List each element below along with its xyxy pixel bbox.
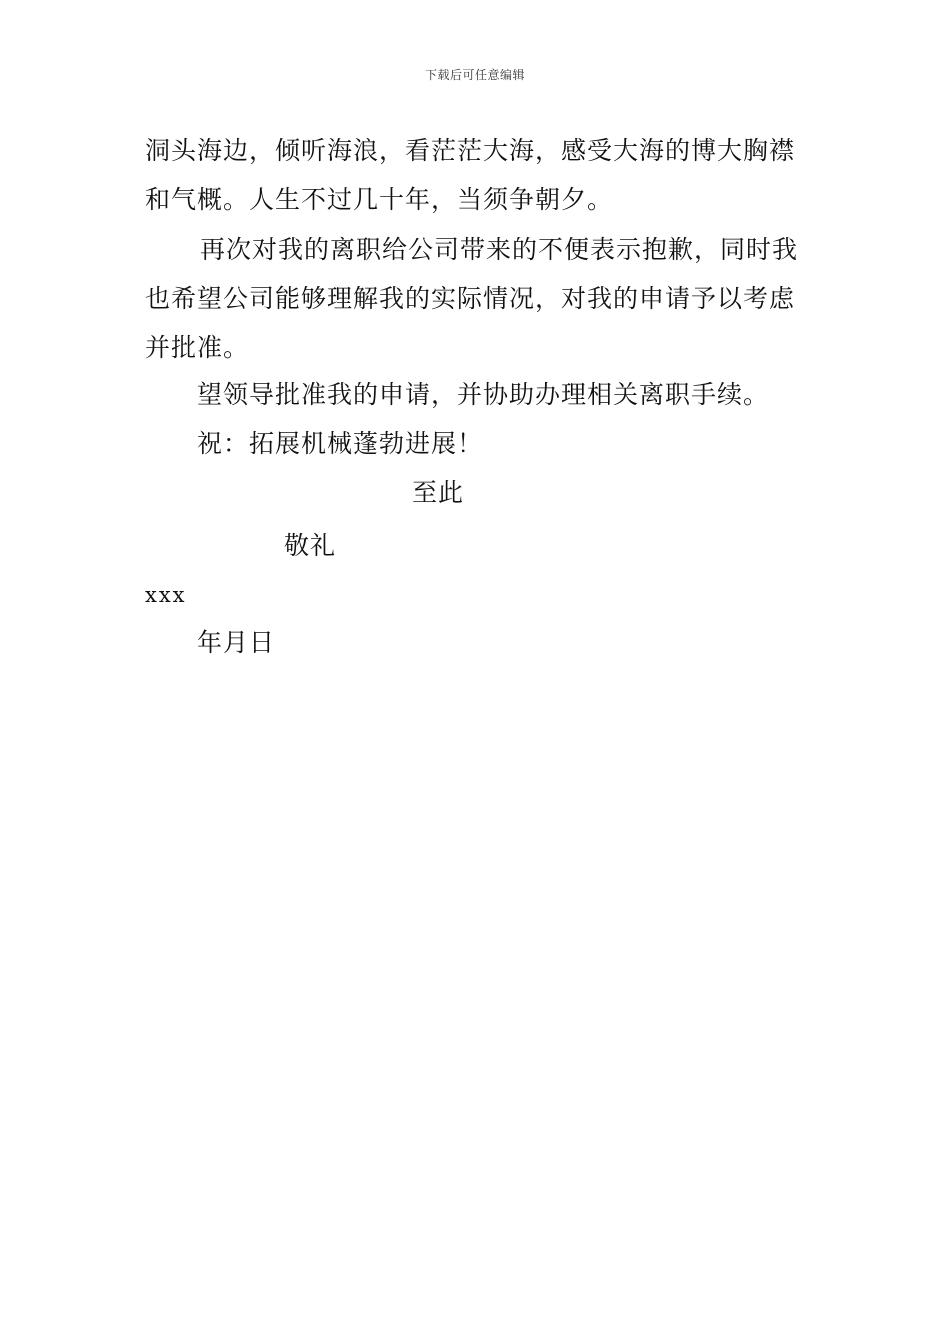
letter-wishes: 祝：拓展机械蓬勃进展！ bbox=[197, 429, 484, 458]
signature: xxx bbox=[145, 583, 187, 607]
letter-paragraph-3: 望领导批准我的申请，并协助办理相关离职手续。 bbox=[197, 380, 770, 409]
closing-line-2: 敬礼 bbox=[284, 531, 337, 560]
closing-line-1: 至此 bbox=[412, 478, 465, 507]
letter-paragraph-1: 洞头海边，倾听海浪，看茫茫大海，感受大海的博大胸襟和气概。人生不过几十年，当须争朝夕。 bbox=[145, 136, 796, 214]
letter-paragraph-2: 再次对我的离职给公司带来的不便表示抱歉，同时我也希望公司能够理解我的实际情况，对我的申请予以考虑并批准。 bbox=[145, 235, 799, 362]
date-line: 年月日 bbox=[197, 628, 276, 657]
header-note: 下载后可任意编辑 bbox=[424, 68, 525, 82]
